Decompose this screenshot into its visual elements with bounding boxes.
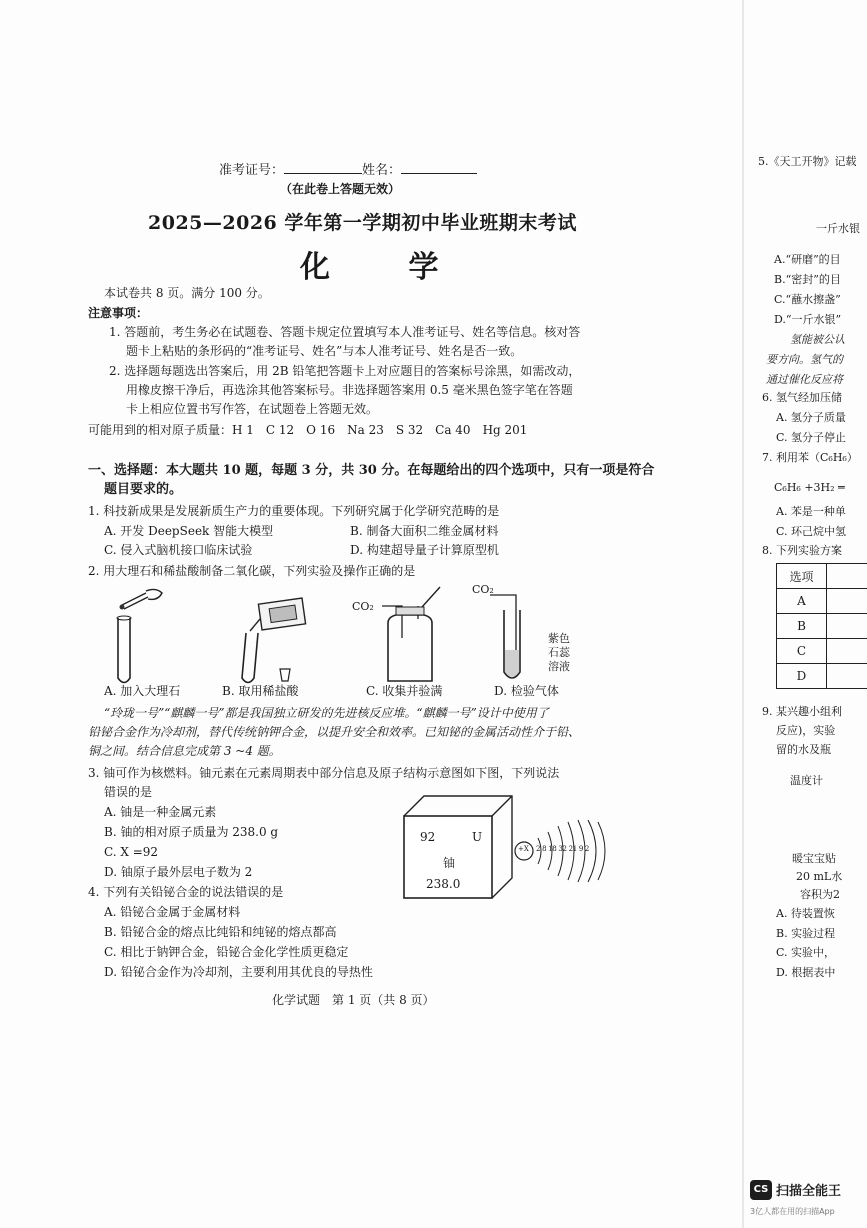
q2-figure-c-collect [382,583,452,688]
answer-invalid-notice: （在此卷上答题无效） [280,182,401,196]
table-row-c: C [777,639,827,664]
litmus-label-3: 溶液 [548,660,570,673]
next-r3: B.“密封”的目 [774,273,841,286]
q1-option-b: B. 制备大面积二维金属材料 [350,524,499,538]
next-q5: 5.《天工开物》记载 [758,155,857,168]
section-1-heading-a: 一、选择题：本大题共 10 题，每题 3 分，共 30 分。在每题给出的四个选项中，只有一项是符合 [88,463,655,478]
next-r5: D.“一斤水银” [774,313,842,326]
page-fold-divider [742,0,744,1228]
section-1-heading-b: 题目要求的。 [104,482,183,497]
table-row-b: B [777,614,827,639]
watermark-tagline: 3亿人都在用的扫描App [750,1207,835,1216]
cell-symbol: U [472,830,483,844]
q1-stem: 1. 科技新成果是发展新质生产力的重要体现。下列研究属于化学研究范畴的是 [88,504,500,518]
q3-option-b: B. 铀的相对原子质量为 238.0 g [104,825,279,839]
q3-option-c: C. X =92 [104,845,159,859]
next-r8: 通过催化反应将 [766,373,843,386]
q2-figure-d-test [490,590,540,685]
q3-option-d: D. 铀原子最外层电子数为 2 [104,865,253,879]
q4-option-b: B. 铅铋合金的熔点比纯铅和纯铋的熔点都高 [104,925,337,939]
q3-option-a: A. 铀是一种金属元素 [104,805,217,819]
next-r27: D. 根据表中 [776,966,836,979]
next-r1: 一斤水银 [816,222,860,235]
exam-id-label: 准考证号： [219,163,285,178]
q2-option-b: B. 取用稀盐酸 [222,684,299,698]
table-header-cell: 选项 [777,564,827,589]
q2-option-d: D. 检验气体 [494,684,559,698]
q2-c-co2-label: CO₂ [352,600,374,613]
q2-figure-b-pouring [232,583,312,688]
next-r17: 9. 某兴趣小组利 [762,705,842,718]
table-row-a: A [777,589,827,614]
camscanner-logo-icon: CS [750,1180,772,1200]
cell-atomic-mass: 238.0 [426,877,461,891]
passage-line-1: “玲珑一号”“麒麟一号”都是我国独立研发的先进核反应堆。“麒麟一号”设计中使用了 [104,706,549,720]
next-r26: C. 实验中， [776,946,836,959]
next-r25: B. 实验过程 [776,927,836,940]
q4-option-a: A. 铅铋合金属于金属材料 [104,905,241,919]
name-label: 姓名： [362,163,402,178]
next-r4: C.“蘸水擦盏” [774,293,841,306]
next-r14: A. 苯是一种单 [776,505,846,518]
litmus-label-2: 石蕊 [548,646,570,659]
next-r18: 反应)，实验 [776,724,836,737]
atomic-masses: 可能用到的相对原子质量：H 1 C 12 O 16 Na 23 S 32 Ca 40 Hg 201 [88,423,528,437]
next-r12: 7. 利用苯（C₆H₆） [762,451,858,464]
next-r6: 氢能被公认 [790,333,845,346]
note-2c: 卡上相应位置书写作答，在试题卷上答题无效。 [126,402,379,416]
next-r19: 留的水及瓶 [776,743,831,756]
atom-nucleus-label: +X [518,845,529,853]
atom-shell-electrons: 2 8 18 32 21 9 2 [536,845,590,853]
q1-option-d: D. 构建超导量子计算原型机 [350,543,499,557]
q2-option-c: C. 收集并验满 [366,684,443,698]
candidate-info-line [219,161,477,179]
next-q8-table [776,563,867,689]
next-r23: 容积为2 [800,888,840,901]
q2-option-a: A. 加入大理石 [104,684,181,698]
next-r21: 暖宝宝贴 [792,852,836,865]
q3-stem-b: 错误的是 [104,785,153,799]
subject-title: 化 学 [300,250,473,285]
note-2b: 用橡皮擦干净后，再选涂其他答案标号。非选择题答案用 0.5 毫米黑色签字笔在答题 [126,383,573,397]
q1-option-c: C. 侵入式脑机接口临床试验 [104,543,253,557]
next-r11: C. 氢分子停止 [776,431,847,444]
passage-line-2: 铅铋合金作为冷却剂，替代传统钠钾合金，以提升安全和效率。已知铋的金属活动性介于铅、 [88,725,581,739]
note-2a: 2. 选择题每题选出答案后，用 2B 铅笔把答题卡上对应题目的答案标号涂黑，如需改动， [109,364,581,378]
next-r9: 6. 氢气经加压储 [762,391,842,404]
next-r2: A.“研磨”的目 [774,253,841,266]
note-1a: 1. 答题前，考生务必在试题卷、答题卡规定位置填写本人准考证号、姓名等信息。核对答 [109,325,581,339]
q2-figure-a-test-tube [100,583,170,688]
litmus-label-1: 紫色 [548,632,570,645]
q4-option-d: D. 铅铋合金作为冷却剂，主要利用其优良的导热性 [104,965,373,979]
q2-d-co2-label: CO₂ [472,583,494,596]
name-blank [401,161,477,174]
q2-stem: 2. 用大理石和稀盐酸制备二氧化碳，下列实验及操作正确的是 [88,564,416,578]
next-r7: 要方向。氢气的 [766,353,843,366]
page-footer: 化学试题 第 1 页（共 8 页） [272,993,435,1007]
next-r15: C. 环己烷中氢 [776,525,847,538]
page-count-note: 本试卷共 8 页。满分 100 分。 [104,286,270,300]
q3-stem-a: 3. 铀可作为核燃料。铀元素在元素周期表中部分信息及原子结构示意图如下图，下列说法 [88,766,560,780]
q4-option-c: C. 相比于钠钾合金，铅铋合金化学性质更稳定 [104,945,349,959]
table-row-d: D [777,664,827,689]
next-r24: A. 待装置恢 [776,907,835,920]
cell-name: 铀 [443,856,456,870]
exam-title: 2025—2026 学年第一学期初中毕业班期末考试 [148,212,577,234]
attention-heading: 注意事项： [88,306,149,320]
exam-id-blank [284,161,362,174]
watermark-app-name: 扫描全能王 [776,1184,842,1199]
note-1b: 题卡上粘贴的条形码的“准考证号、姓名”与本人准考证号、姓名是否一致。 [126,344,523,358]
q1-option-a: A. 开发 DeepSeek 智能大模型 [104,524,274,538]
next-r16: 8. 下列实验方案 [762,544,842,557]
next-r22: 20 mL水 [796,870,843,883]
next-r13: C₆H₆ +3H₂ ═ [774,481,845,494]
next-r10: A. 氢分子质量 [776,411,846,424]
q4-stem: 4. 下列有关铅铋合金的说法错误的是 [88,885,284,899]
cell-atomic-number: 92 [420,830,436,844]
next-r20: 温度计 [790,774,823,787]
scanner-watermark [750,1178,867,1228]
passage-line-3: 铜之间。结合信息完成第 3 ~4 题。 [88,744,281,758]
